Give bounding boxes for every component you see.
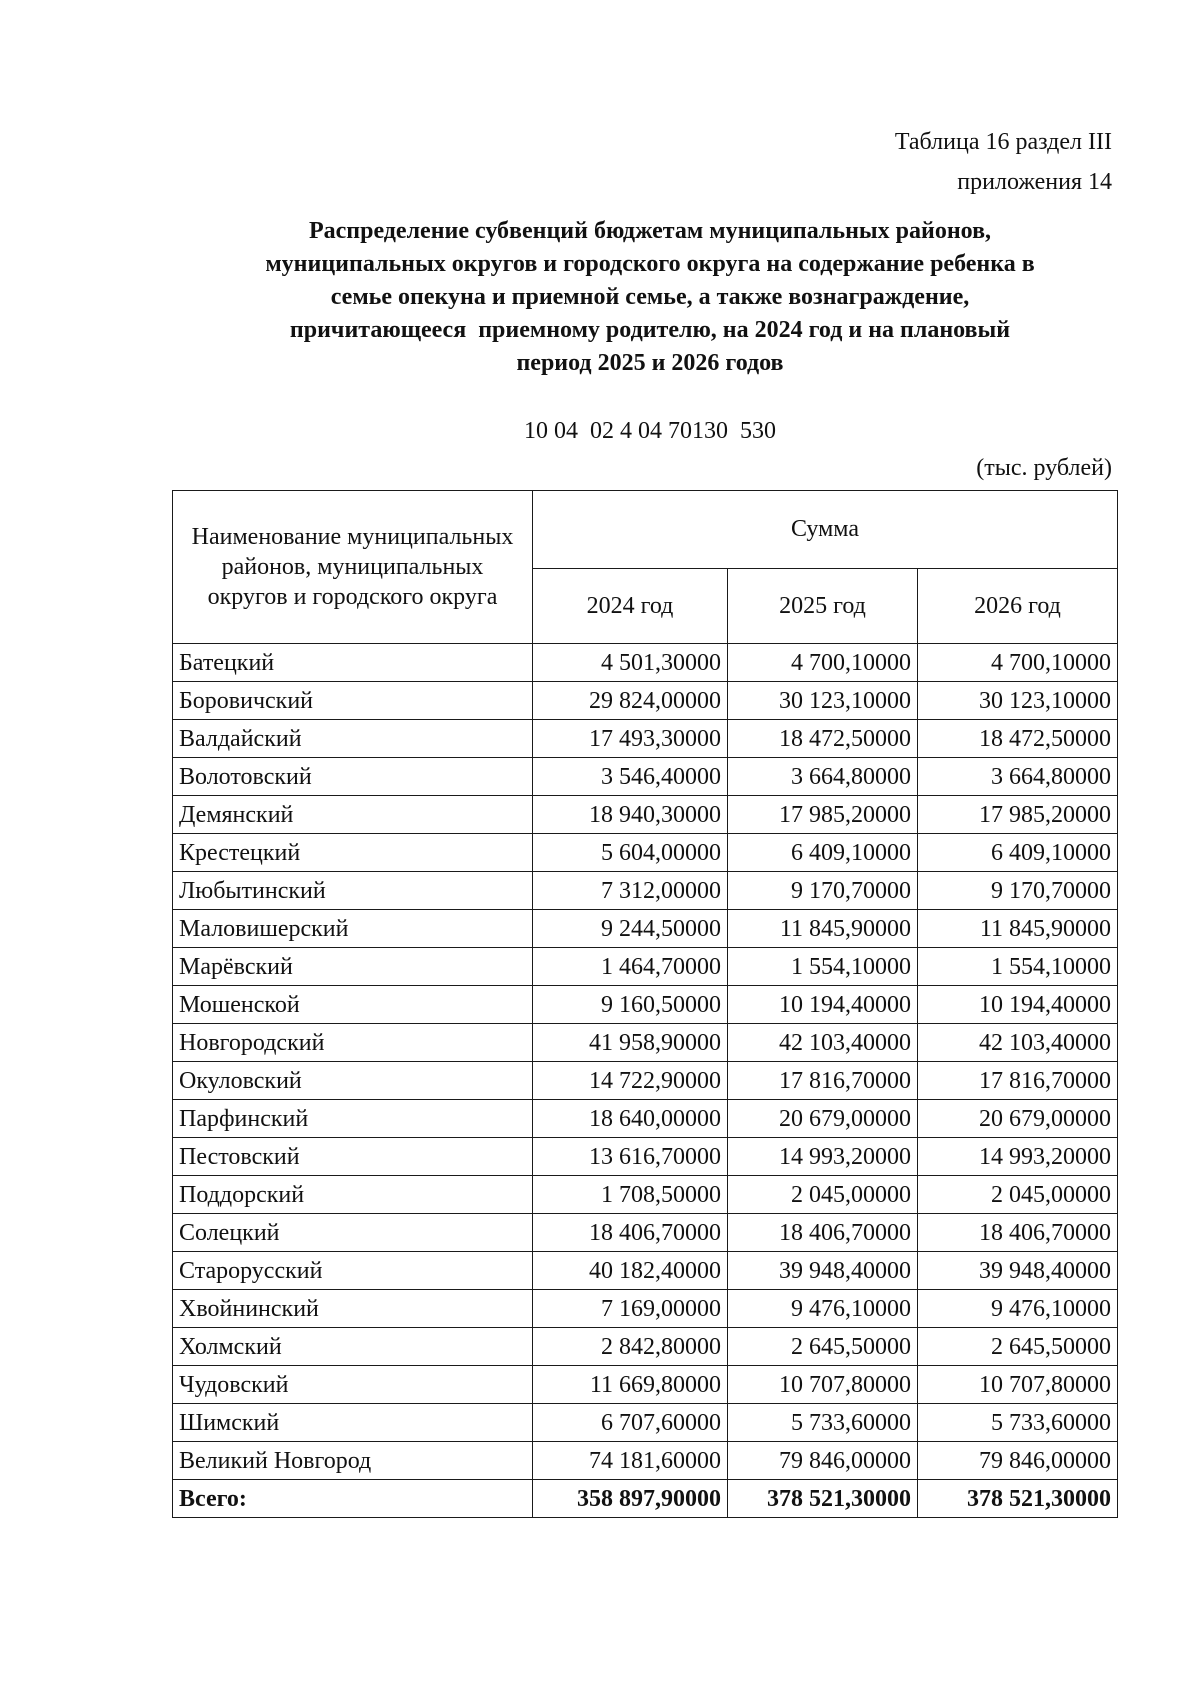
row-value-2025: 30 123,10000 [728,682,918,720]
row-value-2025: 17 985,20000 [728,796,918,834]
column-header-2026: 2026 год [918,568,1118,644]
row-value-2026: 14 993,20000 [918,1138,1118,1176]
row-value-2026: 2 045,00000 [918,1176,1118,1214]
row-value-2024: 3 546,40000 [533,758,728,796]
row-value-2024: 2 842,80000 [533,1328,728,1366]
subvention-table [172,490,1118,1518]
row-name-cell: Чудовский [173,1366,533,1404]
row-value-2026: 30 123,10000 [918,682,1118,720]
row-value-2024: 9 160,50000 [533,986,728,1024]
row-value-2026: 4 700,10000 [918,644,1118,682]
row-value-2025: 9 170,70000 [728,872,918,910]
row-value-2024: 18 406,70000 [533,1214,728,1252]
row-value-2024: 74 181,60000 [533,1442,728,1480]
row-value-2024: 41 958,90000 [533,1024,728,1062]
row-value-2025: 1 554,10000 [728,948,918,986]
row-value-2024: 29 824,00000 [533,682,728,720]
title-line-4: причитающееся приемному родителю, на 2024 год и на плановый [289,317,1011,343]
column-header-2024: 2024 год [533,568,728,644]
row-value-2024: 1 708,50000 [533,1176,728,1214]
row-name-cell: Маловишерский [173,910,533,948]
row-name-cell: Марёвский [173,948,533,986]
row-value-2024: 5 604,00000 [533,834,728,872]
table-row [173,1176,1118,1214]
total-label: Всего: [173,1480,533,1518]
table-row [173,1100,1118,1138]
total-2025: 378 521,30000 [728,1480,918,1518]
row-value-2026: 39 948,40000 [918,1252,1118,1290]
row-value-2025: 11 845,90000 [728,910,918,948]
document-reference [895,122,1112,202]
row-name-cell: Холмский [173,1328,533,1366]
row-name-cell: Мошенской [173,986,533,1024]
row-value-2025: 20 679,00000 [728,1100,918,1138]
row-value-2026: 18 406,70000 [918,1214,1118,1252]
row-value-2025: 3 664,80000 [728,758,918,796]
row-value-2024: 6 707,60000 [533,1404,728,1442]
table-row [173,1290,1118,1328]
row-name-cell: Пестовский [173,1138,533,1176]
row-value-2026: 18 472,50000 [918,720,1118,758]
row-value-2025: 2 045,00000 [728,1176,918,1214]
row-value-2024: 11 669,80000 [533,1366,728,1404]
row-value-2024: 9 244,50000 [533,910,728,948]
row-name-cell: Хвойнинский [173,1290,533,1328]
row-value-2024: 18 940,30000 [533,796,728,834]
row-value-2024: 18 640,00000 [533,1100,728,1138]
table-row [173,1404,1118,1442]
row-value-2024: 7 312,00000 [533,872,728,910]
row-value-2026: 20 679,00000 [918,1100,1118,1138]
table-row [173,948,1118,986]
row-name-cell: Старорусский [173,1252,533,1290]
row-name-cell: Парфинский [173,1100,533,1138]
table-row [173,758,1118,796]
table-row [173,682,1118,720]
table-body [173,644,1118,1518]
total-row [173,1480,1118,1518]
title-line-3: семье опекуна и приемной семье, а также вознаграждение, [330,284,970,310]
row-value-2026: 1 554,10000 [918,948,1118,986]
column-header-sum: Сумма [533,491,1118,569]
row-value-2024: 17 493,30000 [533,720,728,758]
row-value-2025: 10 194,40000 [728,986,918,1024]
row-value-2024: 4 501,30000 [533,644,728,682]
row-value-2026: 79 846,00000 [918,1442,1118,1480]
table-row [173,644,1118,682]
table-row [173,1252,1118,1290]
table-row [173,834,1118,872]
row-name-cell: Поддорский [173,1176,533,1214]
row-value-2025: 18 406,70000 [728,1214,918,1252]
table-row [173,986,1118,1024]
table-row [173,1366,1118,1404]
row-value-2026: 9 476,10000 [918,1290,1118,1328]
reference-table-section: Таблица 16 раздел III [894,129,1112,155]
table-row [173,1062,1118,1100]
row-value-2025: 9 476,10000 [728,1290,918,1328]
row-value-2024: 40 182,40000 [533,1252,728,1290]
row-name-cell: Батецкий [173,644,533,682]
row-value-2025: 79 846,00000 [728,1442,918,1480]
row-name-cell: Волотовский [173,758,533,796]
row-value-2024: 13 616,70000 [533,1138,728,1176]
table-row [173,796,1118,834]
row-value-2026: 3 664,80000 [918,758,1118,796]
row-value-2026: 42 103,40000 [918,1024,1118,1062]
row-value-2026: 17 816,70000 [918,1062,1118,1100]
row-value-2026: 2 645,50000 [918,1328,1118,1366]
table-row [173,1214,1118,1252]
row-name-cell: Боровичский [173,682,533,720]
table-row [173,1328,1118,1366]
row-name-cell: Шимский [173,1404,533,1442]
row-name-cell: Демянский [173,796,533,834]
row-value-2026: 6 409,10000 [918,834,1118,872]
units-label: (тыс. рублей) [976,455,1112,481]
row-value-2025: 2 645,50000 [728,1328,918,1366]
row-name-cell: Окуловский [173,1062,533,1100]
row-value-2026: 5 733,60000 [918,1404,1118,1442]
table-row [173,1442,1118,1480]
row-value-2025: 4 700,10000 [728,644,918,682]
reference-appendix: приложения 14 [957,169,1112,195]
row-value-2025: 6 409,10000 [728,834,918,872]
row-value-2026: 11 845,90000 [918,910,1118,948]
row-value-2026: 9 170,70000 [918,872,1118,910]
title-line-5: период 2025 и 2026 годов [516,350,784,376]
budget-classification-code: 10 04 02 4 04 70130 530 [524,418,776,444]
row-value-2026: 10 707,80000 [918,1366,1118,1404]
row-name-cell: Валдайский [173,720,533,758]
document-title [170,215,1130,380]
title-line-1: Распределение субвенций бюджетам муниципальных районов, [308,218,992,244]
row-name-cell: Крестецкий [173,834,533,872]
column-header-2025: 2025 год [728,568,918,644]
title-line-2: муниципальных округов и городского округа на содержание ребенка в [265,251,1035,277]
table-row [173,1024,1118,1062]
row-value-2024: 1 464,70000 [533,948,728,986]
row-value-2024: 7 169,00000 [533,1290,728,1328]
table-row [173,720,1118,758]
row-value-2025: 17 816,70000 [728,1062,918,1100]
row-value-2025: 5 733,60000 [728,1404,918,1442]
row-value-2026: 10 194,40000 [918,986,1118,1024]
row-value-2025: 10 707,80000 [728,1366,918,1404]
table-row [173,1138,1118,1176]
row-value-2025: 42 103,40000 [728,1024,918,1062]
table-row [173,872,1118,910]
row-value-2026: 17 985,20000 [918,796,1118,834]
row-value-2024: 14 722,90000 [533,1062,728,1100]
row-name-cell: Солецкий [173,1214,533,1252]
table-row [173,910,1118,948]
row-value-2025: 39 948,40000 [728,1252,918,1290]
total-2026: 378 521,30000 [918,1480,1118,1518]
column-header-name: Наименование муниципальных районов, муниципальных округов и городского округа [173,491,533,644]
row-name-cell: Новгородский [173,1024,533,1062]
row-value-2025: 14 993,20000 [728,1138,918,1176]
row-value-2025: 18 472,50000 [728,720,918,758]
row-name-cell: Великий Новгород [173,1442,533,1480]
total-2024: 358 897,90000 [533,1480,728,1518]
row-name-cell: Любытинский [173,872,533,910]
